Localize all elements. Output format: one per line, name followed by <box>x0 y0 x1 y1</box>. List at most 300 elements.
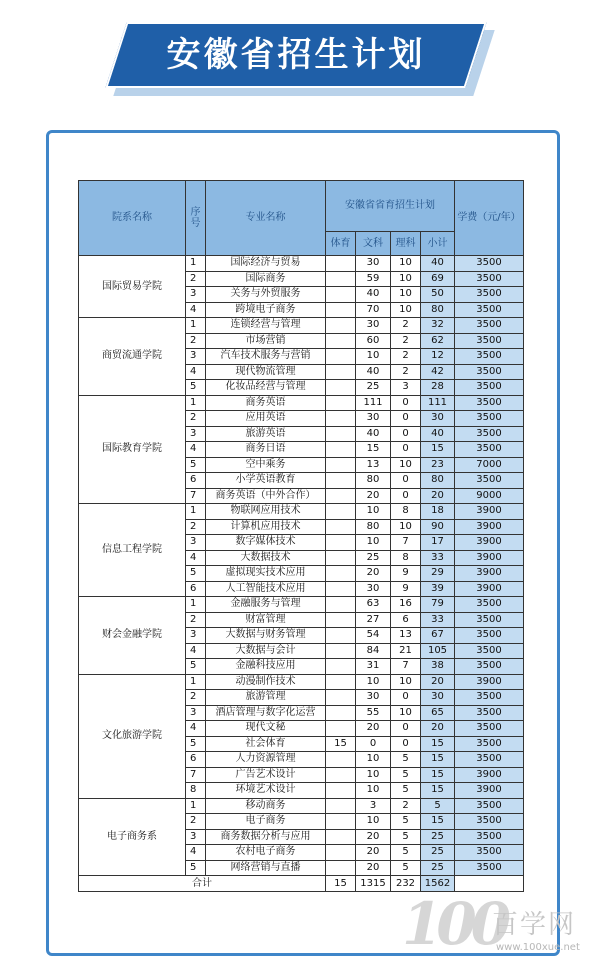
arts-cell: 20 <box>356 829 391 845</box>
college-cell: 商贸流通学院 <box>79 318 186 396</box>
seq-cell: 1 <box>186 597 206 613</box>
subtotal-cell: 69 <box>421 271 455 287</box>
fee-cell: 3500 <box>455 349 524 365</box>
seq-cell: 6 <box>186 752 206 768</box>
subtotal-cell: 38 <box>421 659 455 675</box>
subtotal-cell: 25 <box>421 829 455 845</box>
fee-cell: 3500 <box>455 721 524 737</box>
college-cell: 文化旅游学院 <box>79 674 186 798</box>
table-row <box>79 504 524 520</box>
science-cell: 5 <box>391 767 421 783</box>
subtotal-cell: 42 <box>421 364 455 380</box>
arts-cell: 10 <box>356 783 391 799</box>
sport-cell <box>326 767 356 783</box>
major-cell: 大数据与会计 <box>206 643 326 659</box>
seq-cell: 5 <box>186 380 206 396</box>
arts-cell: 10 <box>356 504 391 520</box>
sport-cell <box>326 566 356 582</box>
arts-cell: 59 <box>356 271 391 287</box>
table-row <box>79 674 524 690</box>
page-title: 安徽省招生计划 <box>166 35 426 75</box>
sport-cell <box>326 488 356 504</box>
major-cell: 应用英语 <box>206 411 326 427</box>
science-cell: 10 <box>391 457 421 473</box>
major-cell: 连锁经营与管理 <box>206 318 326 334</box>
subtotal-cell: 18 <box>421 504 455 520</box>
sport-cell <box>326 597 356 613</box>
fee-cell: 3900 <box>455 504 524 520</box>
fee-cell: 3900 <box>455 581 524 597</box>
science-cell: 5 <box>391 845 421 861</box>
major-cell: 广告艺术设计 <box>206 767 326 783</box>
sport-cell <box>326 628 356 644</box>
arts-cell: 30 <box>356 581 391 597</box>
subtotal-cell: 25 <box>421 860 455 876</box>
fee-cell: 3500 <box>455 597 524 613</box>
sport-cell <box>326 814 356 830</box>
total-arts: 1315 <box>356 876 391 892</box>
arts-cell: 30 <box>356 411 391 427</box>
subtotal-cell: 15 <box>421 814 455 830</box>
major-cell: 旅游管理 <box>206 690 326 706</box>
sport-cell <box>326 411 356 427</box>
fee-cell: 3900 <box>455 519 524 535</box>
subtotal-cell: 30 <box>421 411 455 427</box>
subtotal-cell: 28 <box>421 380 455 396</box>
arts-cell: 20 <box>356 860 391 876</box>
arts-cell: 25 <box>356 550 391 566</box>
seq-cell: 2 <box>186 271 206 287</box>
subtotal-cell: 15 <box>421 736 455 752</box>
fee-cell: 3900 <box>455 535 524 551</box>
sport-cell <box>326 318 356 334</box>
subtotal-cell: 33 <box>421 550 455 566</box>
sport-cell <box>326 752 356 768</box>
sport-cell <box>326 519 356 535</box>
seq-cell: 7 <box>186 767 206 783</box>
fee-cell: 3500 <box>455 442 524 458</box>
arts-cell: 20 <box>356 721 391 737</box>
major-cell: 电子商务 <box>206 814 326 830</box>
subtotal-cell: 25 <box>421 845 455 861</box>
major-cell: 小学英语教育 <box>206 473 326 489</box>
sport-cell <box>326 798 356 814</box>
arts-cell: 40 <box>356 287 391 303</box>
subtotal-cell: 15 <box>421 783 455 799</box>
science-cell: 0 <box>391 488 421 504</box>
table-header <box>79 181 524 256</box>
seq-cell: 3 <box>186 287 206 303</box>
college-cell: 国际贸易学院 <box>79 256 186 318</box>
major-cell: 现代物流管理 <box>206 364 326 380</box>
arts-cell: 80 <box>356 473 391 489</box>
fee-cell: 3900 <box>455 783 524 799</box>
seq-cell: 3 <box>186 628 206 644</box>
sport-cell <box>326 659 356 675</box>
fee-cell: 3500 <box>455 411 524 427</box>
science-cell: 2 <box>391 798 421 814</box>
major-cell: 移动商务 <box>206 798 326 814</box>
fee-cell: 3500 <box>455 814 524 830</box>
science-cell: 21 <box>391 643 421 659</box>
arts-cell: 30 <box>356 318 391 334</box>
total-subtotal: 1562 <box>421 876 455 892</box>
seq-cell: 4 <box>186 845 206 861</box>
arts-cell: 31 <box>356 659 391 675</box>
fee-cell: 9000 <box>455 488 524 504</box>
seq-cell: 4 <box>186 302 206 318</box>
science-cell: 10 <box>391 256 421 272</box>
arts-cell: 55 <box>356 705 391 721</box>
fee-cell: 3500 <box>455 643 524 659</box>
major-cell: 国际商务 <box>206 271 326 287</box>
major-cell: 商务数据分析与应用 <box>206 829 326 845</box>
sport-cell <box>326 674 356 690</box>
major-cell: 国际经济与贸易 <box>206 256 326 272</box>
fee-cell: 3500 <box>455 302 524 318</box>
fee-cell: 3500 <box>455 659 524 675</box>
sport-cell <box>326 442 356 458</box>
seq-cell: 4 <box>186 364 206 380</box>
major-cell: 环境艺术设计 <box>206 783 326 799</box>
arts-cell: 10 <box>356 535 391 551</box>
arts-cell: 10 <box>356 674 391 690</box>
science-cell: 5 <box>391 860 421 876</box>
science-cell: 2 <box>391 318 421 334</box>
arts-cell: 84 <box>356 643 391 659</box>
arts-cell: 10 <box>356 814 391 830</box>
major-cell: 汽车技术服务与营销 <box>206 349 326 365</box>
college-cell: 财会金融学院 <box>79 597 186 675</box>
arts-cell: 0 <box>356 736 391 752</box>
subtotal-cell: 20 <box>421 674 455 690</box>
science-cell: 0 <box>391 736 421 752</box>
fee-cell: 3500 <box>455 752 524 768</box>
seq-cell: 3 <box>186 535 206 551</box>
sport-cell <box>326 473 356 489</box>
subtotal-cell: 67 <box>421 628 455 644</box>
arts-cell: 20 <box>356 566 391 582</box>
science-cell: 9 <box>391 581 421 597</box>
science-cell: 7 <box>391 659 421 675</box>
arts-cell: 20 <box>356 488 391 504</box>
science-cell: 10 <box>391 271 421 287</box>
subtotal-cell: 20 <box>421 488 455 504</box>
science-cell: 2 <box>391 349 421 365</box>
seq-cell: 7 <box>186 488 206 504</box>
major-cell: 化妆品经营与管理 <box>206 380 326 396</box>
science-cell: 5 <box>391 814 421 830</box>
enrollment-plan-table <box>78 180 524 892</box>
fee-cell: 3900 <box>455 550 524 566</box>
seq-cell: 6 <box>186 581 206 597</box>
sport-cell <box>326 612 356 628</box>
fee-cell: 3500 <box>455 705 524 721</box>
seq-cell: 3 <box>186 705 206 721</box>
subtotal-cell: 62 <box>421 333 455 349</box>
sport-cell <box>326 333 356 349</box>
subtotal-cell: 15 <box>421 752 455 768</box>
header-plan-group: 安徽省省育招生计划 <box>326 181 455 232</box>
arts-cell: 10 <box>356 349 391 365</box>
major-cell: 社会体育 <box>206 736 326 752</box>
seq-cell: 5 <box>186 736 206 752</box>
major-cell: 空中乘务 <box>206 457 326 473</box>
fee-cell: 3500 <box>455 845 524 861</box>
seq-cell: 1 <box>186 256 206 272</box>
arts-cell: 10 <box>356 752 391 768</box>
seq-cell: 3 <box>186 349 206 365</box>
science-cell: 10 <box>391 302 421 318</box>
science-cell: 2 <box>391 364 421 380</box>
seq-cell: 1 <box>186 395 206 411</box>
sport-cell <box>326 783 356 799</box>
header-major: 专业名称 <box>206 181 326 256</box>
subtotal-cell: 33 <box>421 612 455 628</box>
subtotal-cell: 50 <box>421 287 455 303</box>
seq-cell: 6 <box>186 473 206 489</box>
arts-cell: 40 <box>356 364 391 380</box>
subtotal-cell: 17 <box>421 535 455 551</box>
watermark-number: 100 <box>402 890 506 958</box>
arts-cell: 111 <box>356 395 391 411</box>
major-cell: 旅游英语 <box>206 426 326 442</box>
fee-cell: 3500 <box>455 256 524 272</box>
science-cell: 0 <box>391 426 421 442</box>
header-college: 院系名称 <box>79 181 186 256</box>
science-cell: 10 <box>391 519 421 535</box>
science-cell: 0 <box>391 442 421 458</box>
sport-cell <box>326 721 356 737</box>
fee-cell: 3500 <box>455 628 524 644</box>
watermark-url: www.100xue.net <box>496 942 580 953</box>
major-cell: 酒店管理与数字化运营 <box>206 705 326 721</box>
major-cell: 大数据与财务管理 <box>206 628 326 644</box>
sport-cell <box>326 504 356 520</box>
table-row <box>79 597 524 613</box>
subtotal-cell: 23 <box>421 457 455 473</box>
seq-cell: 1 <box>186 674 206 690</box>
science-cell: 10 <box>391 287 421 303</box>
subtotal-cell: 80 <box>421 473 455 489</box>
fee-cell: 3500 <box>455 798 524 814</box>
sport-cell <box>326 364 356 380</box>
header-fee: 学费（元/年） <box>455 181 524 256</box>
arts-cell: 40 <box>356 426 391 442</box>
fee-cell: 3500 <box>455 395 524 411</box>
subtotal-cell: 90 <box>421 519 455 535</box>
fee-cell: 3500 <box>455 736 524 752</box>
table-row <box>79 318 524 334</box>
science-cell: 6 <box>391 612 421 628</box>
arts-cell: 54 <box>356 628 391 644</box>
major-cell: 人工智能技术应用 <box>206 581 326 597</box>
fee-cell: 3500 <box>455 380 524 396</box>
seq-cell: 5 <box>186 860 206 876</box>
fee-cell: 3500 <box>455 473 524 489</box>
science-cell: 5 <box>391 752 421 768</box>
watermark <box>392 880 592 965</box>
fee-cell: 3900 <box>455 566 524 582</box>
fee-cell: 3500 <box>455 612 524 628</box>
header-subtotal: 小计 <box>421 232 455 256</box>
major-cell: 商务英语（中外合作） <box>206 488 326 504</box>
fee-cell: 7000 <box>455 457 524 473</box>
fee-cell: 3500 <box>455 271 524 287</box>
subtotal-cell: 111 <box>421 395 455 411</box>
science-cell: 10 <box>391 674 421 690</box>
subtotal-cell: 79 <box>421 597 455 613</box>
sport-cell <box>326 581 356 597</box>
science-cell: 0 <box>391 690 421 706</box>
seq-cell: 5 <box>186 659 206 675</box>
major-cell: 商务日语 <box>206 442 326 458</box>
subtotal-cell: 40 <box>421 256 455 272</box>
total-label: 合计 <box>79 876 326 892</box>
seq-cell: 1 <box>186 504 206 520</box>
title-banner <box>0 0 599 110</box>
seq-cell: 5 <box>186 566 206 582</box>
science-cell: 10 <box>391 705 421 721</box>
seq-cell: 2 <box>186 333 206 349</box>
arts-cell: 15 <box>356 442 391 458</box>
major-cell: 关务与外贸服务 <box>206 287 326 303</box>
seq-cell: 1 <box>186 318 206 334</box>
major-cell: 虚拟现实技术应用 <box>206 566 326 582</box>
fee-cell: 3900 <box>455 674 524 690</box>
seq-cell: 4 <box>186 550 206 566</box>
science-cell: 7 <box>391 535 421 551</box>
science-cell: 5 <box>391 829 421 845</box>
arts-cell: 27 <box>356 612 391 628</box>
subtotal-cell: 39 <box>421 581 455 597</box>
seq-cell: 2 <box>186 519 206 535</box>
fee-cell: 3500 <box>455 860 524 876</box>
subtotal-cell: 105 <box>421 643 455 659</box>
science-cell: 3 <box>391 380 421 396</box>
sport-cell <box>326 349 356 365</box>
seq-cell: 2 <box>186 690 206 706</box>
seq-cell: 3 <box>186 426 206 442</box>
arts-cell: 30 <box>356 690 391 706</box>
arts-cell: 10 <box>356 767 391 783</box>
sport-cell <box>326 380 356 396</box>
seq-cell: 5 <box>186 457 206 473</box>
major-cell: 现代文秘 <box>206 721 326 737</box>
sport-cell <box>326 287 356 303</box>
science-cell: 0 <box>391 395 421 411</box>
header-arts: 文科 <box>356 232 391 256</box>
subtotal-cell: 15 <box>421 767 455 783</box>
seq-cell: 2 <box>186 411 206 427</box>
science-cell: 2 <box>391 333 421 349</box>
science-cell: 0 <box>391 721 421 737</box>
major-cell: 金融服务与管理 <box>206 597 326 613</box>
science-cell: 16 <box>391 597 421 613</box>
subtotal-cell: 15 <box>421 442 455 458</box>
arts-cell: 25 <box>356 380 391 396</box>
major-cell: 农村电子商务 <box>206 845 326 861</box>
major-cell: 市场营销 <box>206 333 326 349</box>
college-cell: 国际教育学院 <box>79 395 186 504</box>
arts-cell: 80 <box>356 519 391 535</box>
sport-cell <box>326 302 356 318</box>
sport-cell <box>326 643 356 659</box>
subtotal-cell: 32 <box>421 318 455 334</box>
arts-cell: 60 <box>356 333 391 349</box>
seq-cell: 4 <box>186 721 206 737</box>
science-cell: 0 <box>391 411 421 427</box>
watermark-brand: 百学网 <box>492 910 577 940</box>
table-row <box>79 395 524 411</box>
college-cell: 信息工程学院 <box>79 504 186 597</box>
science-cell: 13 <box>391 628 421 644</box>
science-cell: 0 <box>391 473 421 489</box>
college-cell: 电子商务系 <box>79 798 186 876</box>
major-cell: 计算机应用技术 <box>206 519 326 535</box>
arts-cell: 63 <box>356 597 391 613</box>
major-cell: 大数据技术 <box>206 550 326 566</box>
sport-cell <box>326 550 356 566</box>
fee-cell: 3500 <box>455 287 524 303</box>
subtotal-cell: 65 <box>421 705 455 721</box>
science-cell: 5 <box>391 783 421 799</box>
sport-cell <box>326 860 356 876</box>
fee-cell: 3500 <box>455 318 524 334</box>
major-cell: 动漫制作技术 <box>206 674 326 690</box>
seq-cell: 4 <box>186 643 206 659</box>
arts-cell: 3 <box>356 798 391 814</box>
major-cell: 商务英语 <box>206 395 326 411</box>
subtotal-cell: 80 <box>421 302 455 318</box>
major-cell: 金融科技应用 <box>206 659 326 675</box>
arts-cell: 30 <box>356 256 391 272</box>
sport-cell <box>326 845 356 861</box>
sport-cell <box>326 395 356 411</box>
science-cell: 8 <box>391 550 421 566</box>
total-science: 232 <box>391 876 421 892</box>
sport-cell <box>326 690 356 706</box>
sport-cell <box>326 256 356 272</box>
fee-cell: 3500 <box>455 690 524 706</box>
fee-cell: 3500 <box>455 333 524 349</box>
table-body <box>79 256 524 876</box>
total-sport: 15 <box>326 876 356 892</box>
subtotal-cell: 5 <box>421 798 455 814</box>
arts-cell: 13 <box>356 457 391 473</box>
science-cell: 8 <box>391 504 421 520</box>
seq-cell: 4 <box>186 442 206 458</box>
subtotal-cell: 29 <box>421 566 455 582</box>
seq-cell: 2 <box>186 612 206 628</box>
major-cell: 跨境电子商务 <box>206 302 326 318</box>
seq-cell: 1 <box>186 798 206 814</box>
sport-cell: 15 <box>326 736 356 752</box>
major-cell: 网络营销与直播 <box>206 860 326 876</box>
fee-cell: 3500 <box>455 426 524 442</box>
seq-cell: 3 <box>186 829 206 845</box>
fee-cell: 3500 <box>455 829 524 845</box>
seq-cell: 2 <box>186 814 206 830</box>
arts-cell: 20 <box>356 845 391 861</box>
subtotal-cell: 12 <box>421 349 455 365</box>
fee-cell: 3500 <box>455 364 524 380</box>
header-science: 理科 <box>391 232 421 256</box>
header-seq: 序号 <box>186 181 206 256</box>
sport-cell <box>326 426 356 442</box>
seq-cell: 8 <box>186 783 206 799</box>
table-row <box>79 256 524 272</box>
